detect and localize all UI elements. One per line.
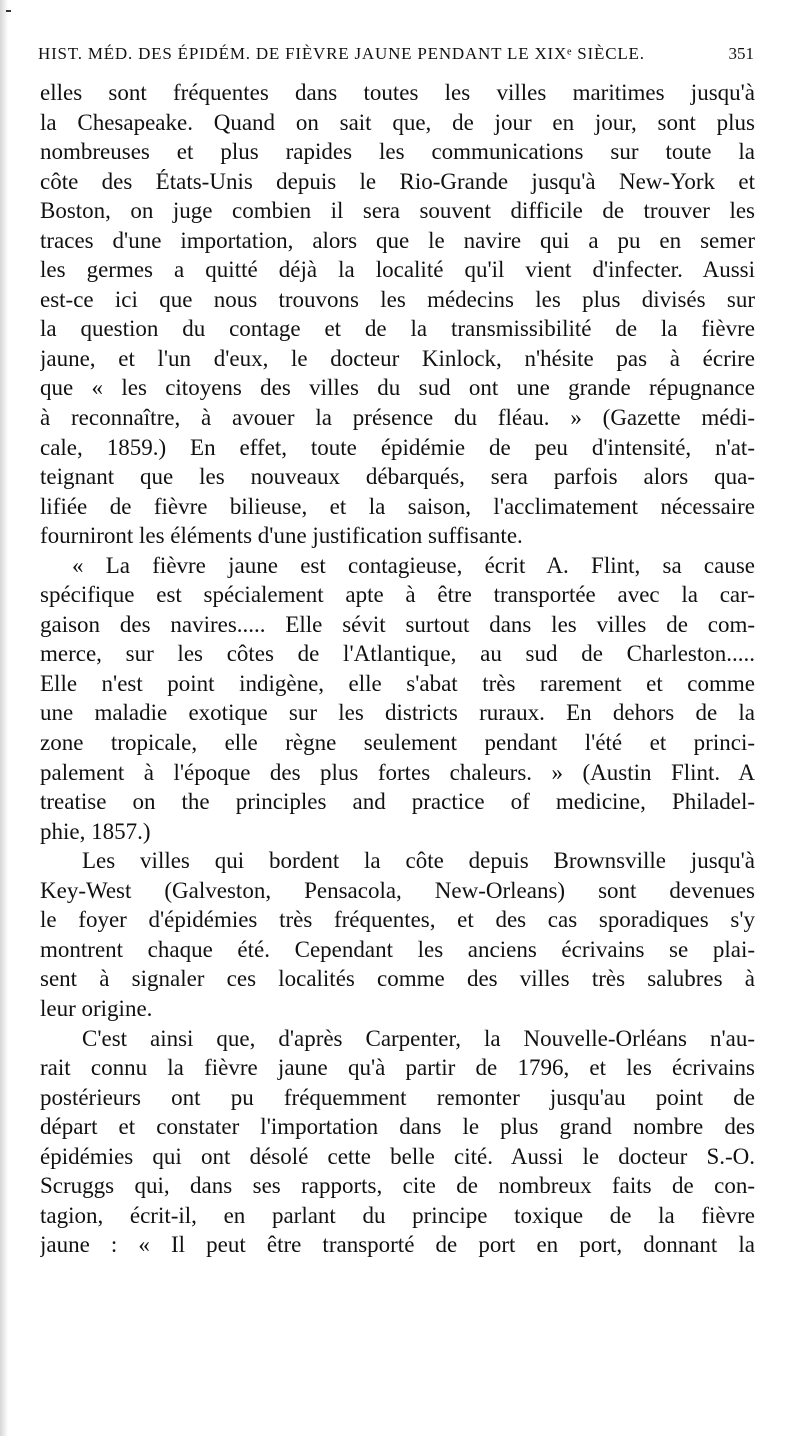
text-line: épidémies qui ont désolé cette belle cité. Aussi le docteur S.-O. xyxy=(40,1143,755,1169)
text-line: traces d'une importation, alors que le navire qui a pu en semer xyxy=(40,227,755,253)
text-line: la Chesapeake. Quand on sait que, de jour en jour, sont plus xyxy=(40,109,755,135)
text-line: Les villes qui bordent la côte depuis Brownsville jusqu'à xyxy=(82,848,755,874)
text-line: cale, 1859.) En effet, toute épidémie de peu d'intensité, n'at- xyxy=(40,434,755,460)
page-number: 351 xyxy=(728,44,754,63)
text-line: gaison des navires..... Elle sévit surtout dans les villes de com- xyxy=(40,611,755,637)
text-line: teignant que les nouveaux débarqués, sera parfois alors qua- xyxy=(40,464,755,490)
body-text xyxy=(40,78,755,1260)
running-head xyxy=(38,44,754,72)
text-line: « La fièvre jaune est contagieuse, écrit A. Flint, sa cause xyxy=(72,552,755,578)
text-line: Elle n'est point indigène, elle s'abat très rarement et comme xyxy=(40,670,755,696)
text-line: tagion, écrit-il, en parlant du principe toxique de la fièvre xyxy=(40,1202,755,1228)
text-line: sent à signaler ces localités comme des villes très salubres à xyxy=(40,966,755,992)
text-line: Key-West (Galveston, Pensacola, New-Orleans) sont devenues xyxy=(40,877,755,903)
text-line: jaune, et l'un d'eux, le docteur Kinlock, n'hésite pas à écrire xyxy=(40,345,755,371)
text-line: jaune : « Il peut être transporté de port en port, donnant la xyxy=(40,1232,755,1258)
text-line: les germes a quitté déjà la localité qu'il vient d'infecter. Aussi xyxy=(40,257,755,283)
text-line: que « les citoyens des villes du sud ont une grande répugnance xyxy=(40,375,755,401)
text-line: palement à l'époque des plus fortes chaleurs. » (Austin Flint. A xyxy=(40,759,755,785)
text-line: est-ce ici que nous trouvons les médecins les plus divisés sur xyxy=(40,286,755,312)
text-line: nombreuses et plus rapides les communications sur toute la xyxy=(40,139,755,165)
text-line: treatise on the principles and practice of medicine, Philadel- xyxy=(40,789,755,815)
text-line: à reconnaître, à avouer la présence du fléau. » (Gazette médi- xyxy=(40,405,755,431)
text-line: C'est ainsi que, d'après Carpenter, la Nouvelle-Orléans n'au- xyxy=(82,1025,755,1051)
text-line: leur origine. xyxy=(40,995,153,1021)
text-line: montrent chaque été. Cependant les anciens écrivains se plai- xyxy=(40,936,755,962)
text-line: fourniront les éléments d'une justification suffisante. xyxy=(40,523,523,549)
text-line: Scruggs qui, dans ses rapports, cite de nombreux faits de con- xyxy=(40,1173,755,1199)
text-line: zone tropicale, elle règne seulement pendant l'été et princi- xyxy=(40,730,755,756)
text-line: phie, 1857.) xyxy=(40,818,151,844)
corner-mark xyxy=(6,10,11,12)
text-line: rait connu la fièvre jaune qu'à partir de 1796, et les écrivains xyxy=(40,1055,755,1081)
text-line: la question du contage et de la transmissibilité de la fièvre xyxy=(40,316,755,342)
text-line: postérieurs ont pu fréquemment remonter jusqu'au point de xyxy=(40,1084,755,1110)
text-line: lifiée de fièvre bilieuse, et la saison, l'acclimatement nécessaire xyxy=(40,493,755,519)
text-line: côte des États-Unis depuis le Rio-Grande jusqu'à New-York et xyxy=(40,168,755,194)
running-title: HIST. MÉD. DES ÉPIDÉM. DE FIÈVRE JAUNE PENDANT LE XIXᵉ SIÈCLE. xyxy=(38,44,645,63)
page-edge-shadow xyxy=(0,0,8,1436)
text-line: elles sont fréquentes dans toutes les villes maritimes jusqu'à xyxy=(40,80,755,105)
text-line: spécifique est spécialement apte à être transportée avec la car- xyxy=(40,582,755,608)
text-line: le foyer d'épidémies très fréquentes, et des cas sporadiques s'y xyxy=(40,907,755,933)
text-line: merce, sur les côtes de l'Atlantique, au sud de Charleston..... xyxy=(40,641,755,667)
text-line: une maladie exotique sur les districts ruraux. En dehors de la xyxy=(40,700,755,726)
text-line: Boston, on juge combien il sera souvent difficile de trouver les xyxy=(40,198,755,224)
text-line: départ et constater l'importation dans le plus grand nombre des xyxy=(40,1114,755,1140)
